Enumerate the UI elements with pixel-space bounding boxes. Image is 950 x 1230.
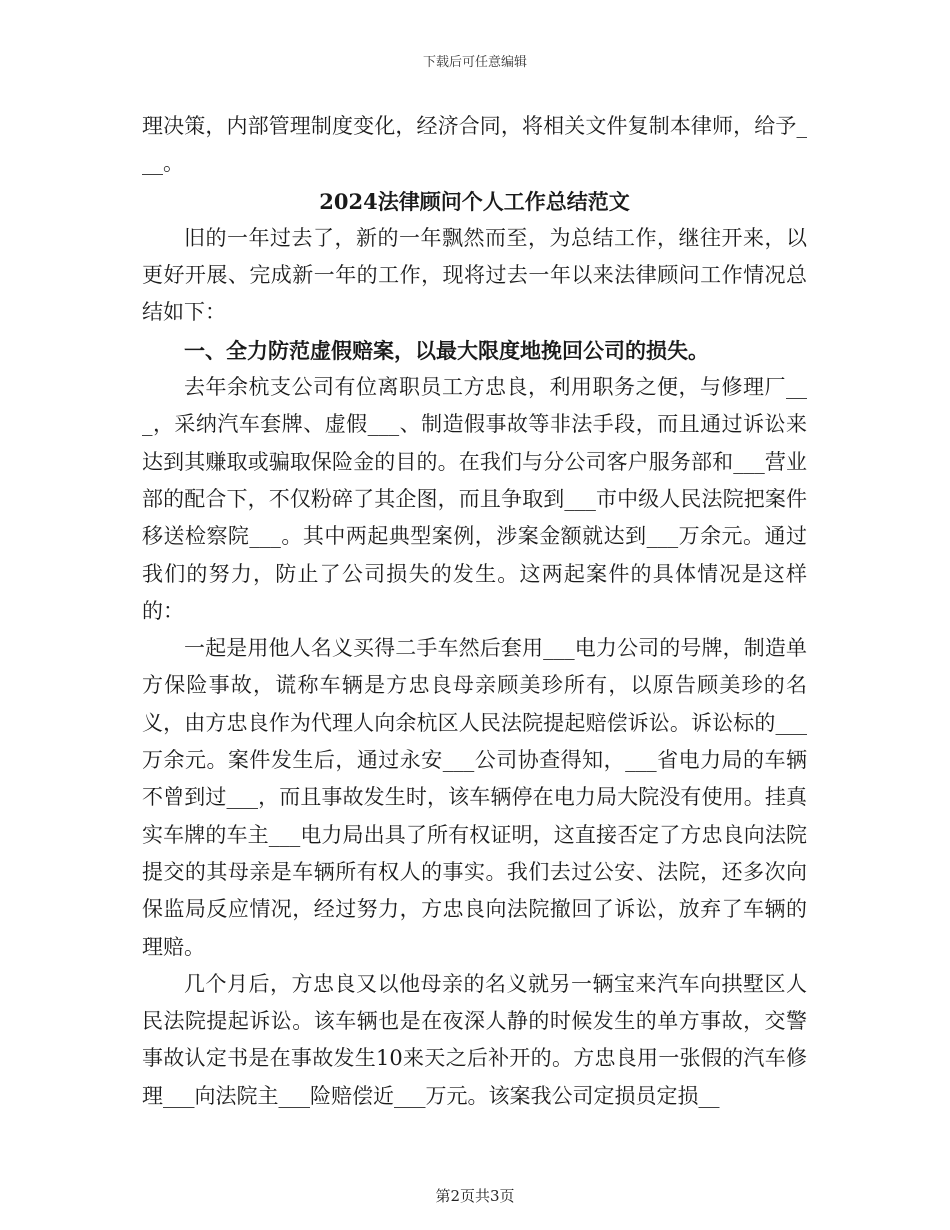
page-header: 下载后可任意编辑 [422,55,527,70]
section-heading: 一、全力防范虚假赔案，以最大限度地挽回公司的损失。 [184,337,709,363]
continuation-paragraph: 理决策，内部管理制度变化，经济合同，将相关文件复制本律师，给予___。 [142,114,807,176]
document-title: 2024法律顾问个人工作总结范文 [319,188,630,214]
body-paragraph: 去年余杭支公司有位离职员工方忠良，利用职务之便，与修理厂___，采纳汽车套牌、虚假___、制造假事故等非法手段，而且通过诉讼来达到其赚取或骗取保险金的目的。在我们与分公司客户服务部和___营业部的配合下，不仅粉碎了其企图，而且争取到___市中级人民法院把案件移送检察院___。其中两起典型案例，涉案金额就达到___万余元。通过我们的努力，防止了公司损失的发生。这两起案件的具体情况是这样的： [142,375,807,623]
page-footer: 第2页共3页 [435,1187,515,1205]
intro-paragraph: 旧的一年过去了，新的一年飘然而至，为总结工作，继往开来，以更好开展、完成新一年的工作，现将过去一年以来法律顾问工作情况总结如下： [142,225,807,325]
document-body [142,108,807,1115]
body-paragraph: 一起是用他人名义买得二手车然后套用___电力公司的号牌，制造单方保险事故，谎称车辆是方忠良母亲顾美珍所有，以原告顾美珍的名义，由方忠良作为代理人向余杭区人民法院提起赔偿诉讼。诉讼标的___万余元。案件发生后，通过永安___公司协查得知，___省电力局的车辆不曾到过___，而且事故发生时，该车辆停在电力局大院没有使用。挂真实车牌的车主___电力局出具了所有权证明，这直接否定了方忠良向法院提交的其母亲是车辆所有权人的事实。我们去过公安、法院，还多次向保监局反应情况，经过努力，方忠良向法院撤回了诉讼，放弃了车辆的理赔。 [142,636,807,959]
body-paragraph: 几个月后，方忠良又以他母亲的名义就另一辆宝来汽车向拱墅区人民法院提起诉讼。该车辆也是在夜深人静的时候发生的单方事故，交警事故认定书是在事故发生10来天之后补开的。方忠良用一张假的汽车修理___向法院主___险赔偿近___万元。该案我公司定损员定损__ [142,971,807,1108]
